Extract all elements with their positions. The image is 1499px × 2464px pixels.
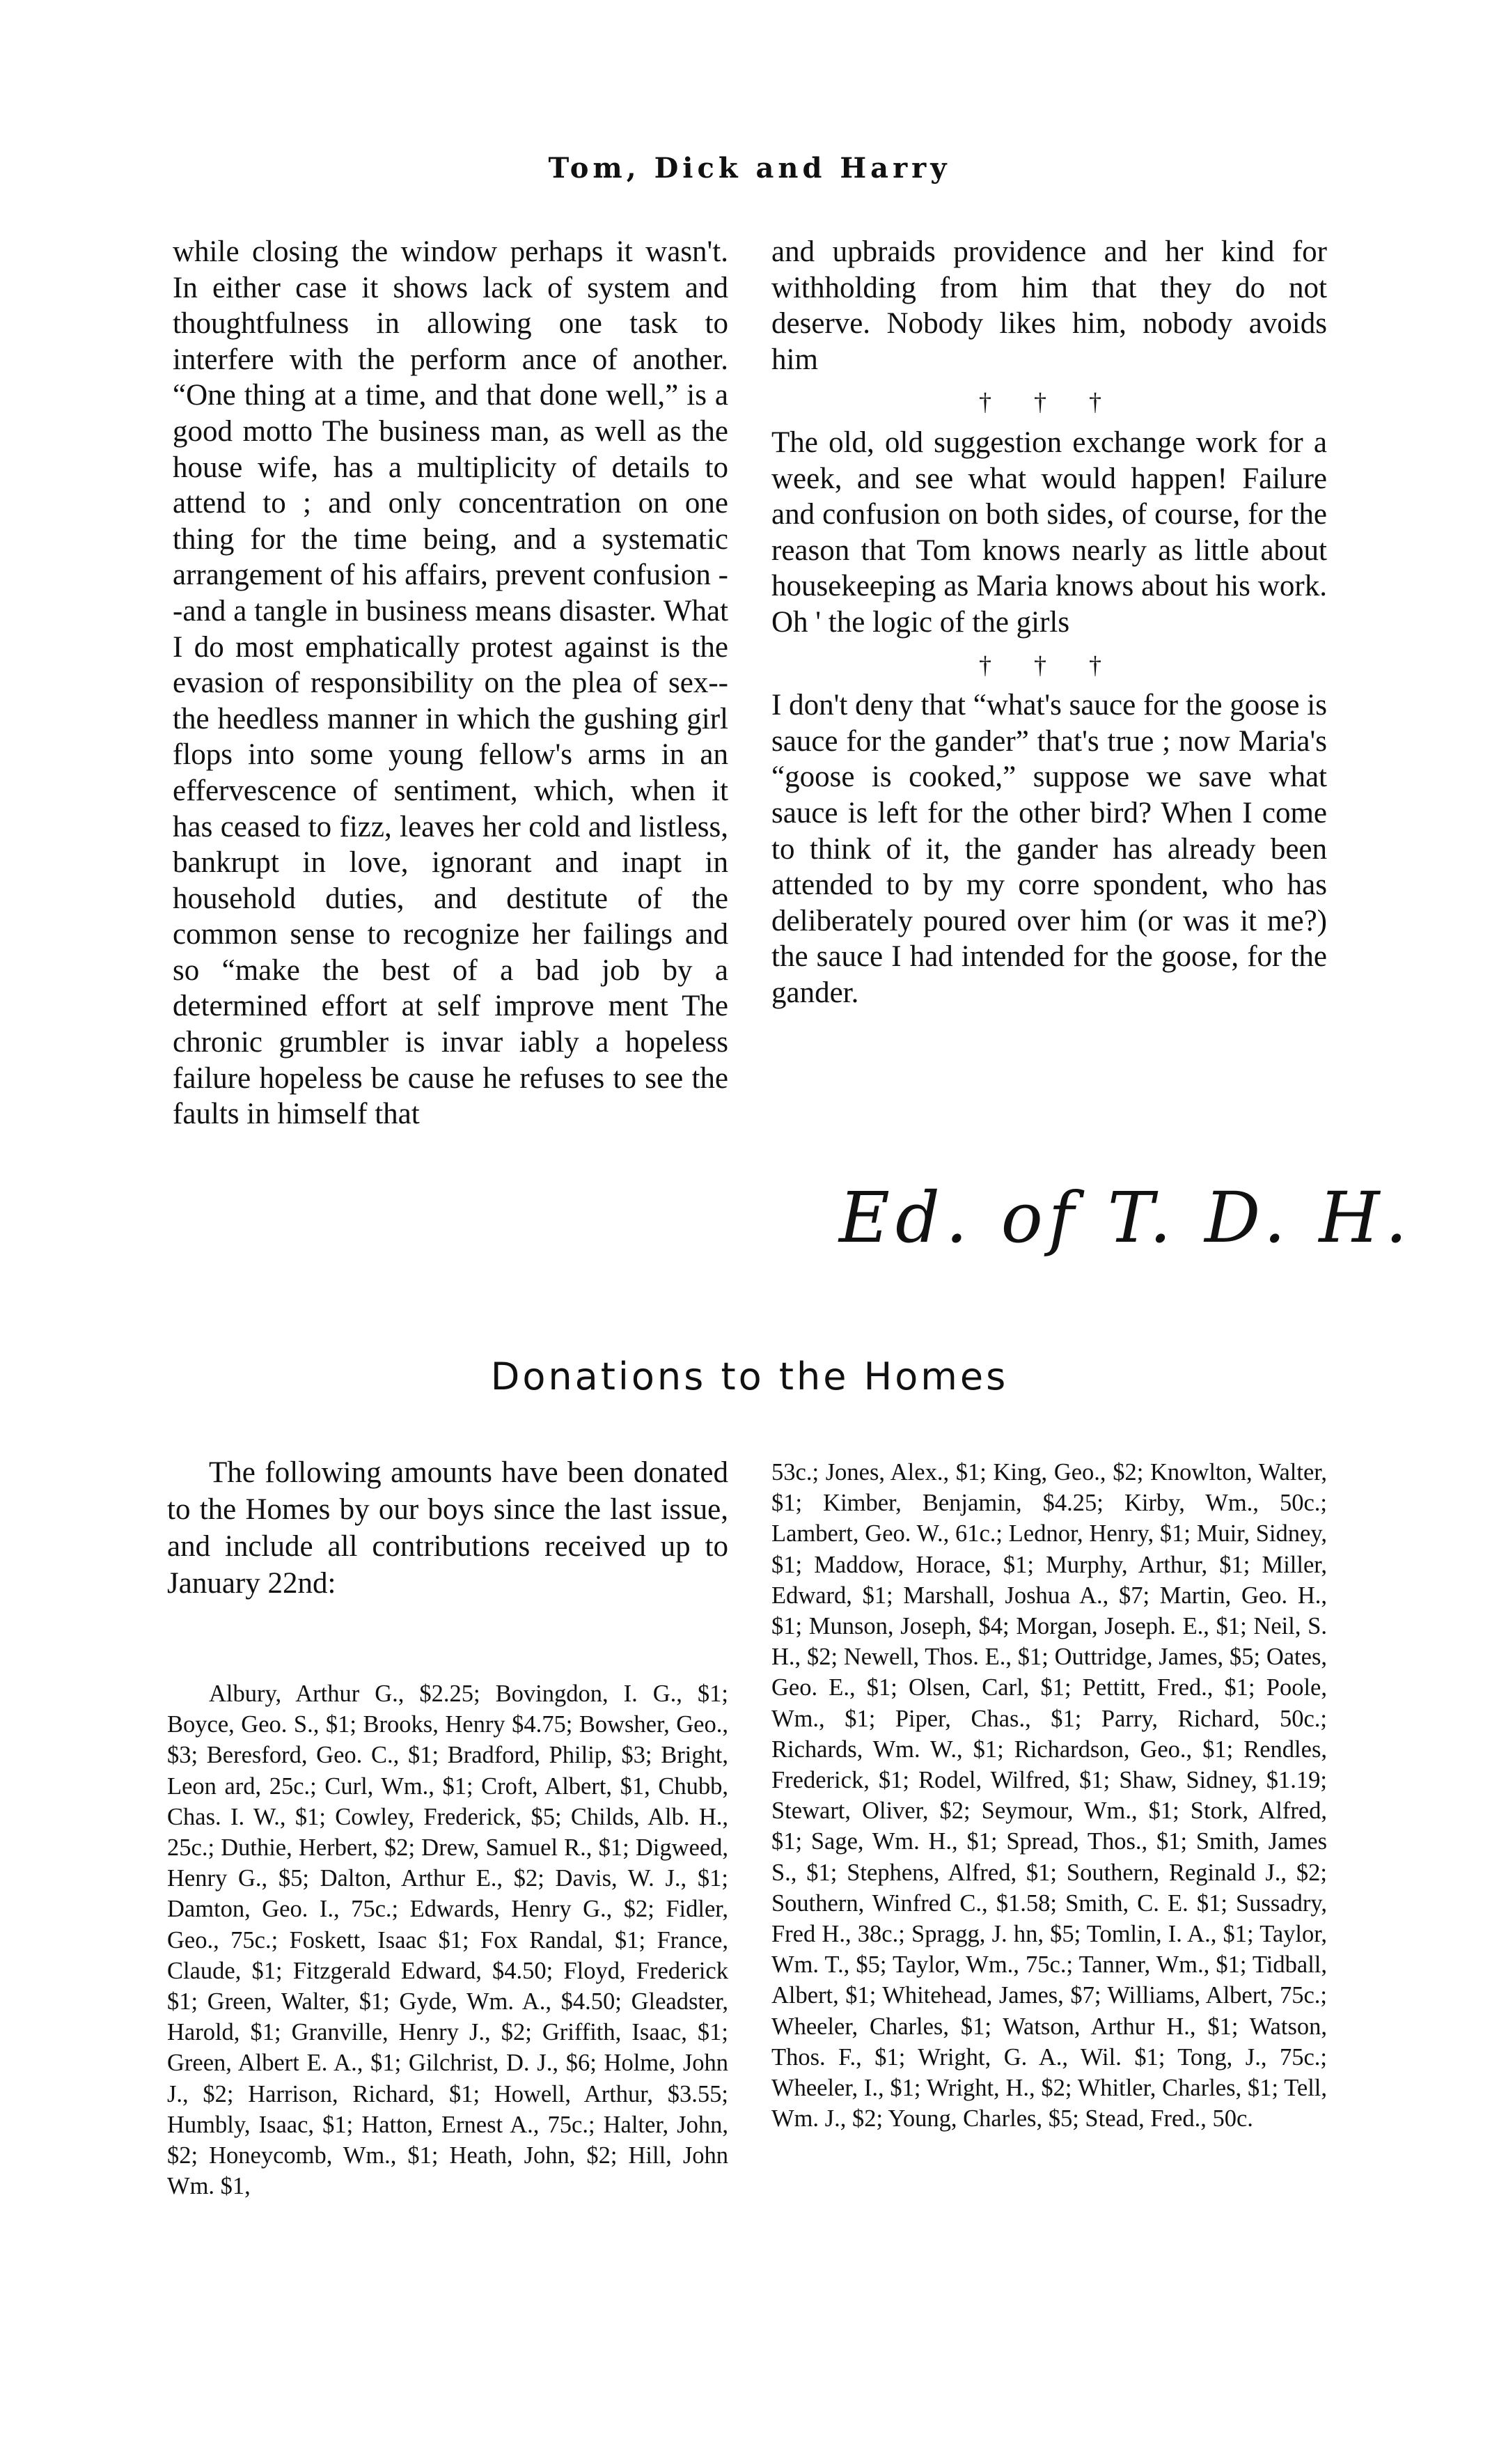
editor-signature: Ed. of T. D. H. [839,1177,1413,1258]
article-left-column [173,234,728,1132]
article-paragraph: while closing the window perhaps it wasn't. In either case it shows lack of system and thoughtfulness in allowing one task to interfere with the perform ance of another. “One thing at a time, and that done well,” is a good motto The business man, as well as the house wife, has a multiplicity of details to attend to ; and only concentration on one thing for the time being, and a systematic arrangement of his affairs, prevent confusion --and a tangle in business means disaster. What I do most emphatically protest against is the evasion of responsibility on the plea of sex--the heedless manner in which the gushing girl flops into some young fellow's arms in an effervescence of sentiment, which, when it has ceased to fizz, leaves her cold and listless, bankrupt in love, ignorant and inapt in household duties, and destitute of the common sense to recognize her failings and so “make the best of a bad job by a determined effort at self improve ment The chronic grumbler is invar iably a hopeless failure hopeless be cause he refuses to see the faults in himself that [173,235,728,1131]
running-header: Tom, Dick and Harry [548,152,951,185]
section-title: Donations to the Homes [490,1355,1009,1398]
section-ornament: † † † [979,650,1120,679]
article-paragraph: The old, old suggestion exchange work for a week, and see what would happen! Failure and confusion on both sides, of course, for the reason that Tom knows nearly as little about housekeeping as Maria knows about his work. Oh ' the logic of the girls [771,426,1327,639]
article-right-column [771,234,1327,1011]
donor-list: 53c.; Jones, Alex., $1; King, Geo., $2; Knowlton, Walter, $1; Kimber, Benjamin, $4.25; Kirby, Wm., 50c.; Lambert, Geo. W., 61c.; Lednor, Henry, $1; Muir, Sidney, $1; Maddow, Horace, $1; Murphy, Arthur, $1; Miller, Edward, $1; Marshall, Joshua A., $7; Martin, Geo. H., $1; Munson, Joseph, $4; Morgan, Joseph. E., $1; Neil, S. H., $2; Newell, Thos. E., $1; Outtridge, James, $5; Oates, Geo. E., $1; Olsen, Carl, $1; Pettitt, Fred., $1; Poole, Wm., $1; Piper, Chas., $1; Parry, Richard, 50c.; Richards, Wm. W., $1; Richardson, Geo., $1; Rendles, Frederick, $1; Rodel, Wilfred, $1; Shaw, Sidney, $1.19; Stewart, Oliver, $2; Seymour, Wm., $1; Stork, Alfred, $1; Sage, Wm. H., $1; Spread, Thos., $1; Smith, James S., $1; Stephens, Alfred, $1; Southern, Reginald J., $2; Southern, Winfred C., $1.58; Smith, C. E. $1; Sussadry, Fred H., 38c.; Spragg, J. hn, $5; Tomlin, I. A., $1; Taylor, Wm. T., $5; Taylor, Wm., 75c.; Tanner, Wm., $1; Tidball, Albert, $1; Whitehead, James, $7; Williams, Albert, 75c.; Wheeler, Charles, $1; Watson, Arthur H., $1; Watson, Thos. F., $1; Wright, G. A., Wil. $1; Tong, J., 75c.; Wheeler, I., $1; Wright, H., $2; Whitler, Charles, $1; Tell, Wm. J., $2; Young, Charles, $5; Stead, Fred., 50c. [771,1459,1327,2132]
donations-left-column [167,1454,728,2201]
donations-intro: The following amounts have been donated to the Homes by our boys since the last issue, and include all contributions received up to January 22nd: [167,1456,728,1600]
article-paragraph: I don't deny that “what's sauce for the goose is sauce for the gander” that's true ; now Maria's “goose is cooked,” suppose we save what sauce is left for the other bird? When I come to think of it, the gander has already been attended to by my corre spondent, who has deliberately poured over him (or was it me?) the sauce I had intended for the goose, for the gander. [771,689,1327,1009]
article-paragraph: and upbraids providence and her kind for withholding from him that they do not deserve. Nobody likes him, nobody avoids him [771,235,1327,376]
section-ornament: † † † [979,388,1120,416]
donor-list: Albury, Arthur G., $2.25; Bovingdon, I. G., $1; Boyce, Geo. S., $1; Brooks, Henry $4.75; Bowsher, Geo., $3; Beresford, Geo. C., $1; Bradford, Philip, $3; Bright, Leon ard, 25c.; Curl, Wm., $1; Croft, Albert, $1, Chubb, Chas. I. W., $1; Cowley, Frederick, $5; Childs, Alb. H., 25c.; Duthie, Herbert, $2; Drew, Samuel R., $1; Digweed, Henry G., $5; Dalton, Arthur E., $2; Davis, W. J., $1; Damton, Geo. I., 75c.; Edwards, Henry G., $2; Fidler, Geo., 75c.; Foskett, Isaac $1; Fox Randal, $1; France, Claude, $1; Fitzgerald Edward, $4.50; Floyd, Frederick $1; Green, Walter, $1; Gyde, Wm. A., $4.50; Gleadster, Harold, $1; Granville, Henry J., $2; Griffith, Isaac, $1; Green, Albert E. A., $1; Gilchrist, D. J., $6; Holme, John J., $2; Harrison, Richard, $1; Howell, Arthur, $3.55; Humbly, Isaac, $1; Hatton, Ernest A., 75c.; Halter, John, $2; Honeycomb, Wm., $1; Heath, John, $2; Hill, John Wm. $1, [167,1681,728,2200]
donations-right-column [771,1457,1327,2134]
